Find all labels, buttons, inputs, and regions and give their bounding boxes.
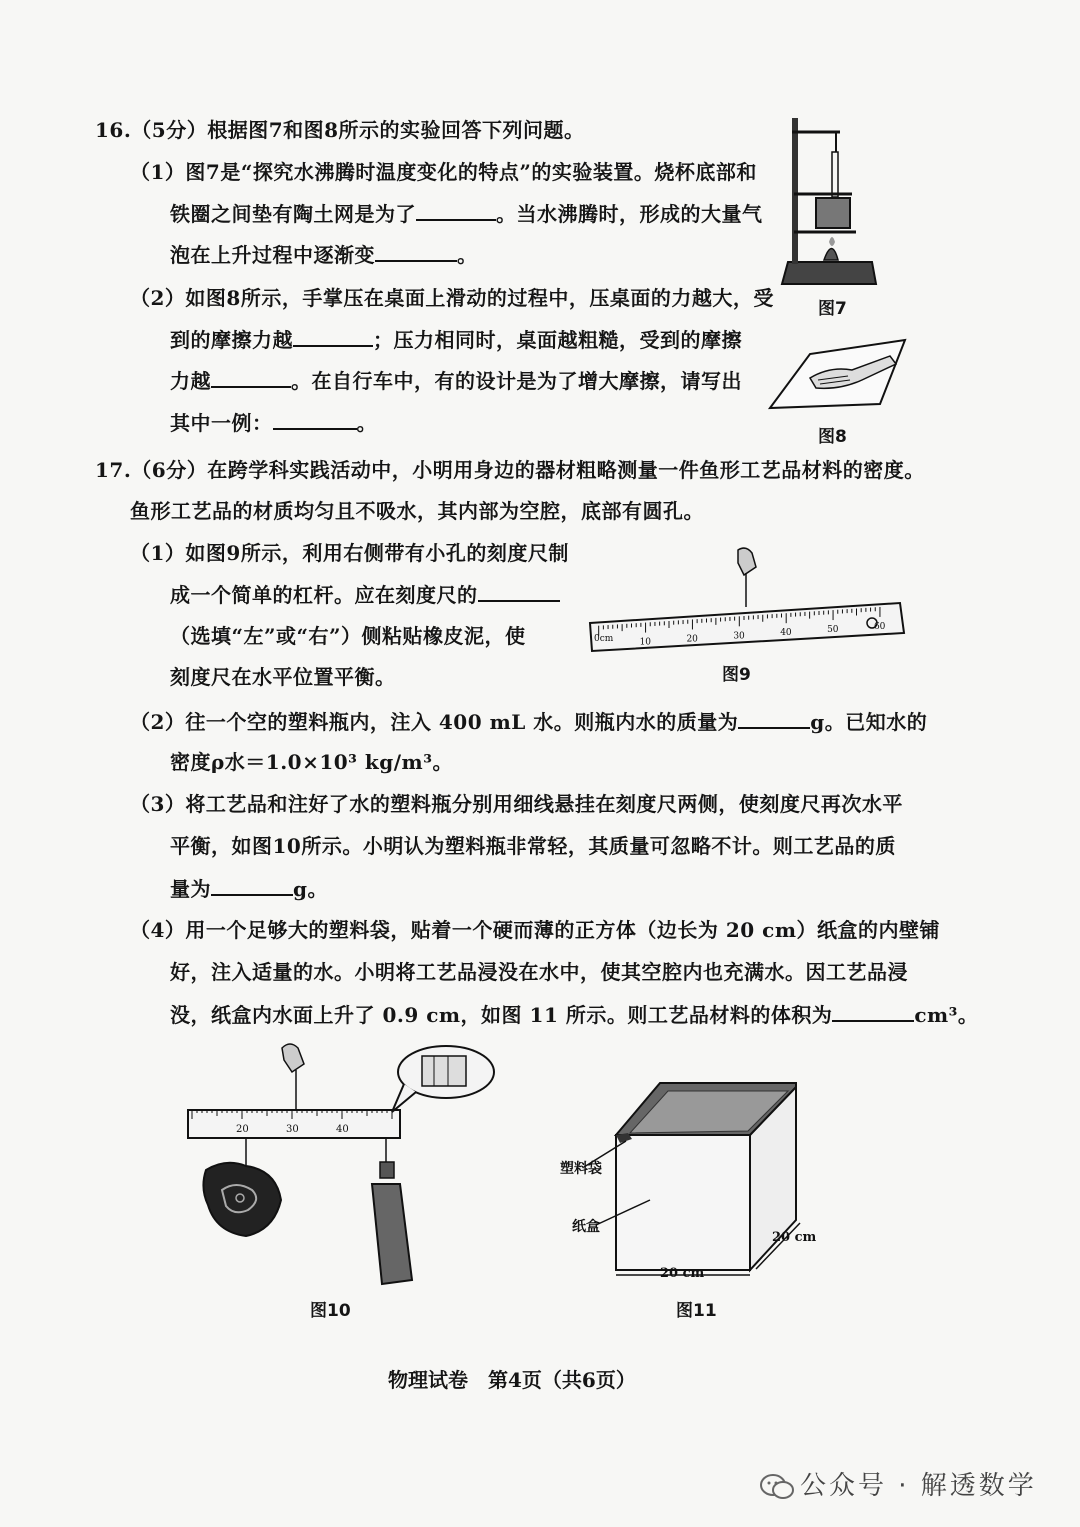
answer-blank[interactable]: [211, 366, 291, 388]
q17-part1-line4: 刻度尺在水平位置平衡。: [170, 665, 396, 689]
answer-blank[interactable]: [293, 325, 373, 347]
figure-9-caption: 图9: [722, 665, 751, 685]
q17-part1-line1: （1）如图9所示，利用右侧带有小孔的刻度尺制: [130, 541, 569, 565]
figure-9-ruler-lever: [588, 545, 908, 655]
q16-part2-line4: 其中一例： 。: [170, 408, 377, 437]
dim-side: 20 cm: [772, 1230, 817, 1245]
q16-part2-line1: （2）如图8所示，手掌压在桌面上滑动的过程中，压桌面的力越大，受: [130, 286, 774, 310]
figure-11-caption: 图11: [676, 1301, 717, 1321]
ruler-9-label: 60: [873, 621, 886, 632]
figure-10-caption: 图10: [310, 1301, 351, 1321]
q17-part3-line1: （3）将工艺品和注好了水的塑料瓶分别用细线悬挂在刻度尺两侧，使刻度尺再次水平: [130, 792, 903, 816]
ruler-9-label: 10: [639, 637, 652, 648]
ruler-9-label: 50: [827, 625, 839, 636]
ruler-10-label: 20: [236, 1124, 249, 1135]
wechat-icon: [760, 1474, 794, 1500]
figure-10-balanced-ruler: [186, 1040, 506, 1290]
ruler-9-label: 20: [686, 634, 698, 645]
q16-header: 16.（5分）根据图7和图8所示的实验回答下列问题。: [95, 118, 585, 142]
q17-header: 17.（6分）在跨学科实践活动中，小明用身边的器材粗略测量一件鱼形工艺品材料的密度。: [95, 458, 925, 482]
q17-part2-line1: （2）往一个空的塑料瓶内，注入 400 mL 水。则瓶内水的质量为 g。已知水的: [130, 707, 927, 736]
label-plastic-bag: 塑料袋: [560, 1161, 602, 1177]
answer-blank[interactable]: [478, 580, 560, 602]
answer-blank[interactable]: [832, 1000, 914, 1022]
q17-part3-line2: 平衡，如图10所示。小明认为塑料瓶非常轻，其质量可忽略不计。则工艺品的质: [170, 834, 896, 858]
q17-part1-line3: （选填“左”或“右”）侧粘贴橡皮泥，使: [170, 624, 526, 648]
answer-blank[interactable]: [211, 874, 293, 896]
q17-part4-line2: 好，注入适量的水。小明将工艺品浸没在水中，使其空腔内也充满水。因工艺品浸: [170, 960, 908, 984]
ruler-10-label: 30: [286, 1124, 299, 1135]
q17-part4-line3: 没，纸盒内水面上升了 0.9 cm，如图 11 所示。则工艺品材料的体积为 cm³。: [170, 1000, 978, 1029]
figure-7-caption: 图7: [818, 299, 847, 319]
dim-bottom: 20 cm: [660, 1266, 705, 1281]
figure-11-box-with-bag: [560, 1075, 820, 1285]
q16-part2-line3: 力越 。在自行车中，有的设计是为了增大摩擦，请写出: [170, 366, 742, 395]
answer-blank[interactable]: [375, 240, 457, 262]
ruler-10-label: 40: [336, 1124, 349, 1135]
answer-blank[interactable]: [416, 199, 496, 221]
q16-part1-line2: 铁圈之间垫有陶土网是为了 。当水沸腾时，形成的大量气: [170, 199, 763, 228]
page-footer: 物理试卷 第4页（共6页）: [388, 1368, 636, 1392]
q17-part4-line1: （4）用一个足够大的塑料袋，贴着一个硬而薄的正方体（边长为 20 cm）纸盒的内壁铺: [130, 918, 941, 942]
figure-8-hand-on-table: [770, 336, 910, 416]
q16-part1-line1: （1）图7是“探究水沸腾时温度变化的特点”的实验装置。烧杯底部和: [130, 160, 757, 184]
watermark: 公众号 · 解透数学: [760, 1465, 1037, 1502]
ruler-9-unit: 0cm: [594, 634, 614, 644]
ruler-9-label: 40: [780, 628, 792, 639]
answer-blank[interactable]: [738, 707, 810, 729]
q16-part2-line2: 到的摩擦力越 ；压力相同时，桌面越粗糙，受到的摩擦: [170, 325, 742, 354]
ruler-9-label: 30: [733, 631, 745, 642]
q17-header-line2: 鱼形工艺品的材质均匀且不吸水，其内部为空腔，底部有圆孔。: [130, 499, 704, 523]
q17-part1-line2: 成一个简单的杠杆。应在刻度尺的: [170, 580, 560, 609]
label-paper-box: 纸盒: [572, 1219, 600, 1235]
q17-part2-line2: 密度ρ水＝1.0×10³ kg/m³。: [170, 750, 453, 774]
q16-part1-line3: 泡在上升过程中逐渐变 。: [170, 240, 478, 269]
answer-blank[interactable]: [273, 408, 357, 430]
q17-part3-line3: 量为 g。: [170, 874, 328, 903]
figure-8-caption: 图8: [818, 427, 847, 447]
figure-7-boiling-apparatus: [780, 112, 880, 292]
